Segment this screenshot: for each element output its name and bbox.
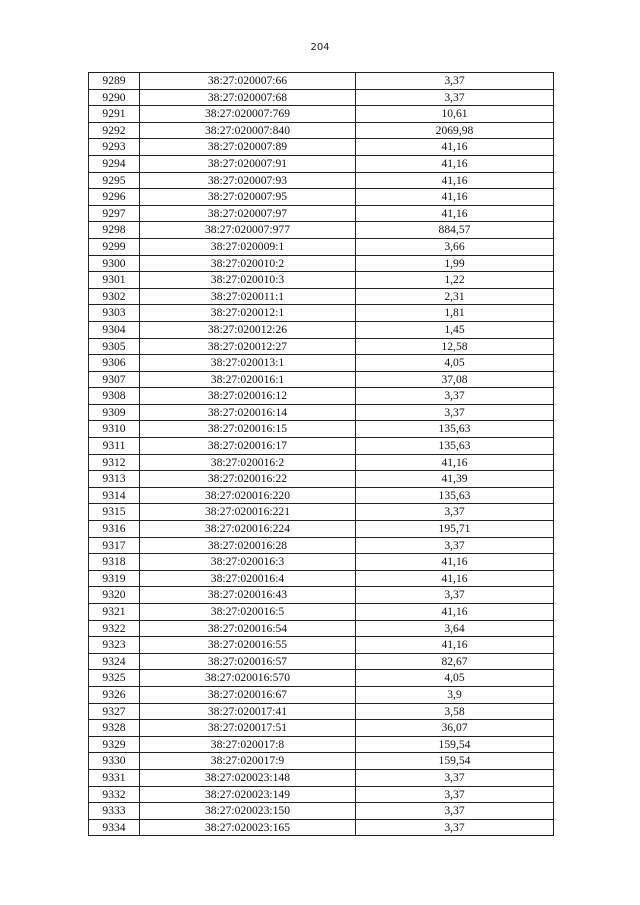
table-row [89,338,554,355]
row-number-cell: 9307 [89,371,140,388]
value-cell: 1,45 [356,321,554,338]
cadastral-number-cell: 38:27:020007:91 [140,155,356,172]
value-cell: 82,67 [356,653,554,670]
value-cell: 3,37 [356,803,554,820]
table-row [89,819,554,836]
table-row [89,139,554,156]
cadastral-number-cell: 38:27:020016:55 [140,637,356,654]
cadastral-number-cell: 38:27:020017:51 [140,720,356,737]
cadastral-number-cell: 38:27:020016:4 [140,570,356,587]
row-number-cell: 9306 [89,355,140,372]
row-number-cell: 9311 [89,438,140,455]
cadastral-number-cell: 38:27:020017:8 [140,736,356,753]
row-number-cell: 9308 [89,388,140,405]
row-number-cell: 9300 [89,255,140,272]
row-number-cell: 9334 [89,819,140,836]
row-number-cell: 9310 [89,421,140,438]
value-cell: 4,05 [356,355,554,372]
value-cell: 1,99 [356,255,554,272]
row-number-cell: 9325 [89,670,140,687]
cadastral-number-cell: 38:27:020016:28 [140,537,356,554]
table-row [89,189,554,206]
value-cell: 884,57 [356,222,554,239]
row-number-cell: 9292 [89,122,140,139]
cadastral-number-cell: 38:27:020016:54 [140,620,356,637]
table-row [89,803,554,820]
table-row [89,554,554,571]
table-row [89,106,554,123]
cadastral-number-cell: 38:27:020017:9 [140,753,356,770]
value-cell: 195,71 [356,521,554,538]
row-number-cell: 9312 [89,454,140,471]
value-cell: 12,58 [356,338,554,355]
cadastral-number-cell: 38:27:020016:1 [140,371,356,388]
table-row [89,604,554,621]
row-number-cell: 9319 [89,570,140,587]
value-cell: 3,37 [356,388,554,405]
value-cell: 41,16 [356,205,554,222]
cadastral-number-cell: 38:27:020016:14 [140,404,356,421]
value-cell: 159,54 [356,736,554,753]
table-row [89,89,554,106]
cadastral-number-cell: 38:27:020016:221 [140,504,356,521]
value-cell: 3,37 [356,404,554,421]
cadastral-number-cell: 38:27:020012:27 [140,338,356,355]
row-number-cell: 9314 [89,487,140,504]
cadastral-number-cell: 38:27:020023:165 [140,819,356,836]
cadastral-number-cell: 38:27:020017:41 [140,703,356,720]
value-cell: 41,16 [356,172,554,189]
row-number-cell: 9324 [89,653,140,670]
table-row [89,487,554,504]
cadastral-number-cell: 38:27:020009:1 [140,238,356,255]
value-cell: 41,16 [356,637,554,654]
cadastral-number-cell: 38:27:020007:95 [140,189,356,206]
table-body [89,73,554,836]
table-row [89,238,554,255]
row-number-cell: 9293 [89,139,140,156]
row-number-cell: 9294 [89,155,140,172]
cadastral-number-cell: 38:27:020013:1 [140,355,356,372]
cadastral-number-cell: 38:27:020016:5 [140,604,356,621]
table-row [89,404,554,421]
table-row [89,438,554,455]
cadastral-number-cell: 38:27:020016:570 [140,670,356,687]
table-row [89,521,554,538]
row-number-cell: 9295 [89,172,140,189]
cadastral-number-cell: 38:27:020007:89 [140,139,356,156]
table-row [89,537,554,554]
table-row [89,720,554,737]
table-row [89,222,554,239]
value-cell: 3,37 [356,819,554,836]
cadastral-number-cell: 38:27:020016:3 [140,554,356,571]
value-cell: 1,81 [356,305,554,322]
row-number-cell: 9289 [89,73,140,90]
table-row [89,272,554,289]
table-row [89,421,554,438]
row-number-cell: 9330 [89,753,140,770]
table-row [89,454,554,471]
cadastral-number-cell: 38:27:020010:2 [140,255,356,272]
row-number-cell: 9323 [89,637,140,654]
value-cell: 10,61 [356,106,554,123]
table-row [89,653,554,670]
row-number-cell: 9328 [89,720,140,737]
value-cell: 3,37 [356,89,554,106]
row-number-cell: 9290 [89,89,140,106]
value-cell: 2,31 [356,288,554,305]
value-cell: 159,54 [356,753,554,770]
table-row [89,255,554,272]
value-cell: 4,05 [356,670,554,687]
cadastral-number-cell: 38:27:020016:224 [140,521,356,538]
row-number-cell: 9327 [89,703,140,720]
cadastral-number-cell: 38:27:020007:769 [140,106,356,123]
table-row [89,570,554,587]
table-row [89,305,554,322]
row-number-cell: 9331 [89,769,140,786]
table-row [89,587,554,604]
row-number-cell: 9298 [89,222,140,239]
table-row [89,753,554,770]
row-number-cell: 9321 [89,604,140,621]
cadastral-number-cell: 38:27:020007:97 [140,205,356,222]
row-number-cell: 9302 [89,288,140,305]
cadastral-number-cell: 38:27:020016:22 [140,471,356,488]
value-cell: 135,63 [356,421,554,438]
cadastral-number-cell: 38:27:020007:977 [140,222,356,239]
value-cell: 3,64 [356,620,554,637]
row-number-cell: 9332 [89,786,140,803]
row-number-cell: 9320 [89,587,140,604]
cadastral-number-cell: 38:27:020023:150 [140,803,356,820]
cadastral-number-cell: 38:27:020012:26 [140,321,356,338]
cadastral-number-cell: 38:27:020007:68 [140,89,356,106]
cadastral-number-cell: 38:27:020023:149 [140,786,356,803]
table-row [89,155,554,172]
row-number-cell: 9305 [89,338,140,355]
table-row [89,205,554,222]
cadastral-number-cell: 38:27:020016:67 [140,686,356,703]
value-cell: 36,07 [356,720,554,737]
value-cell: 41,39 [356,471,554,488]
table-row [89,288,554,305]
cadastral-number-cell: 38:27:020007:66 [140,73,356,90]
value-cell: 41,16 [356,570,554,587]
table-row [89,471,554,488]
row-number-cell: 9318 [89,554,140,571]
row-number-cell: 9315 [89,504,140,521]
row-number-cell: 9309 [89,404,140,421]
row-number-cell: 9333 [89,803,140,820]
row-number-cell: 9322 [89,620,140,637]
value-cell: 3,37 [356,537,554,554]
row-number-cell: 9326 [89,686,140,703]
table-row [89,172,554,189]
cadastral-number-cell: 38:27:020007:93 [140,172,356,189]
value-cell: 135,63 [356,438,554,455]
cadastral-number-cell: 38:27:020016:57 [140,653,356,670]
table-row [89,73,554,90]
table-row [89,122,554,139]
cadastral-number-cell: 38:27:020023:148 [140,769,356,786]
value-cell: 37,08 [356,371,554,388]
value-cell: 135,63 [356,487,554,504]
row-number-cell: 9313 [89,471,140,488]
page-number: 204 [310,42,330,53]
value-cell: 3,9 [356,686,554,703]
cadastral-number-cell: 38:27:020007:840 [140,122,356,139]
cadastral-number-cell: 38:27:020016:15 [140,421,356,438]
value-cell: 3,37 [356,769,554,786]
row-number-cell: 9329 [89,736,140,753]
table-row [89,637,554,654]
value-cell: 3,58 [356,703,554,720]
cadastral-number-cell: 38:27:020012:1 [140,305,356,322]
table-row [89,786,554,803]
cadastral-number-cell: 38:27:020016:220 [140,487,356,504]
row-number-cell: 9299 [89,238,140,255]
table-row [89,686,554,703]
row-number-cell: 9317 [89,537,140,554]
row-number-cell: 9297 [89,205,140,222]
cadastral-table [88,72,554,836]
cadastral-number-cell: 38:27:020016:2 [140,454,356,471]
value-cell: 2069,98 [356,122,554,139]
table-row [89,321,554,338]
value-cell: 41,16 [356,554,554,571]
value-cell: 3,37 [356,73,554,90]
value-cell: 1,22 [356,272,554,289]
row-number-cell: 9291 [89,106,140,123]
table-row [89,620,554,637]
value-cell: 3,66 [356,238,554,255]
cadastral-number-cell: 38:27:020016:17 [140,438,356,455]
table-row [89,703,554,720]
table-row [89,670,554,687]
value-cell: 41,16 [356,604,554,621]
row-number-cell: 9303 [89,305,140,322]
table-row [89,736,554,753]
row-number-cell: 9296 [89,189,140,206]
value-cell: 41,16 [356,155,554,172]
table-row [89,355,554,372]
row-number-cell: 9301 [89,272,140,289]
cadastral-number-cell: 38:27:020016:43 [140,587,356,604]
table-row [89,769,554,786]
value-cell: 41,16 [356,454,554,471]
table-row [89,504,554,521]
cadastral-number-cell: 38:27:020010:3 [140,272,356,289]
cadastral-number-cell: 38:27:020011:1 [140,288,356,305]
table-row [89,371,554,388]
row-number-cell: 9316 [89,521,140,538]
value-cell: 3,37 [356,504,554,521]
row-number-cell: 9304 [89,321,140,338]
value-cell: 3,37 [356,786,554,803]
value-cell: 3,37 [356,587,554,604]
value-cell: 41,16 [356,189,554,206]
cadastral-number-cell: 38:27:020016:12 [140,388,356,405]
value-cell: 41,16 [356,139,554,156]
table-row [89,388,554,405]
